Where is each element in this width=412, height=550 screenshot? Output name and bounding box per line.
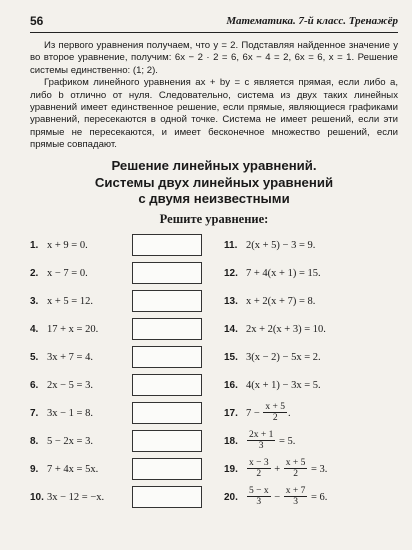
exercise-number: 6. bbox=[30, 380, 39, 391]
exercise-number: 16. bbox=[224, 380, 238, 391]
exercise-equation: 2(x + 5) − 3 = 9. bbox=[246, 240, 316, 251]
exercise-number: 17. bbox=[224, 408, 238, 419]
exercise-row bbox=[224, 290, 402, 312]
answer-box[interactable] bbox=[132, 458, 202, 480]
fraction-denominator: 2 bbox=[256, 469, 262, 479]
page-number: 56 bbox=[30, 14, 44, 28]
equation-operator: + bbox=[274, 463, 281, 475]
exercise-number: 5. bbox=[30, 352, 39, 363]
exercise-number: 8. bbox=[30, 436, 39, 447]
exercise-equation bbox=[246, 487, 327, 508]
exercise-number: 18. bbox=[224, 436, 238, 447]
exercise-row bbox=[30, 234, 202, 256]
exercise-row bbox=[30, 374, 202, 396]
exercise-row bbox=[30, 318, 202, 340]
answer-box[interactable] bbox=[132, 318, 202, 340]
exercise-equation: 7 + 4(x + 1) = 15. bbox=[246, 268, 321, 279]
exercise-number: 9. bbox=[30, 464, 39, 475]
answer-box[interactable] bbox=[132, 374, 202, 396]
exercise-equation: 2x − 5 = 3. bbox=[47, 380, 93, 391]
fraction bbox=[284, 486, 308, 507]
equation-suffix: = 3. bbox=[311, 463, 328, 475]
equation-suffix: = 6. bbox=[311, 491, 328, 503]
exercise-row bbox=[30, 430, 202, 452]
section-title bbox=[30, 158, 398, 208]
fraction bbox=[247, 486, 271, 507]
fraction-numerator: 2x + 1 bbox=[249, 430, 274, 440]
section-title-line-2: Системы двух линейных уравнений bbox=[94, 174, 334, 190]
exercise-number: 10. bbox=[30, 492, 44, 503]
section-title-line-1: Решение линейных уравнений. bbox=[111, 158, 317, 173]
fraction-numerator: x + 5 bbox=[265, 402, 286, 412]
running-head: Математика. 7-й класс. Тренажёр bbox=[226, 15, 398, 27]
exercise-number: 20. bbox=[224, 492, 238, 503]
exercise-row bbox=[30, 262, 202, 284]
exercise-number: 12. bbox=[224, 268, 238, 279]
equation-suffix: . bbox=[288, 407, 291, 419]
section-title-line-3: с двумя неизвестными bbox=[138, 191, 290, 206]
exercise-equation: x − 7 = 0. bbox=[47, 268, 88, 279]
equation-prefix: 7 − bbox=[246, 407, 260, 419]
exercise-row bbox=[30, 486, 202, 508]
answer-box[interactable] bbox=[132, 290, 202, 312]
fraction-denominator: 3 bbox=[258, 441, 264, 451]
exercise-number: 4. bbox=[30, 324, 39, 335]
exercise-equation: 4(x + 1) − 3x = 5. bbox=[246, 380, 321, 391]
fraction bbox=[263, 402, 287, 423]
equation-suffix: = 5. bbox=[278, 435, 296, 447]
fraction-numerator: 5 − x bbox=[249, 486, 269, 496]
exercise-row bbox=[224, 262, 402, 284]
exercise-equation: 2x + 2(x + 3) = 10. bbox=[246, 324, 326, 335]
exercise-equation bbox=[246, 403, 291, 424]
exercise-row bbox=[30, 402, 202, 424]
exercise-row bbox=[224, 458, 402, 480]
exercise-row bbox=[30, 290, 202, 312]
exercise-number: 13. bbox=[224, 296, 238, 307]
exercise-row bbox=[224, 486, 402, 508]
exercise-equation: 3x − 12 = −x. bbox=[47, 492, 105, 503]
exercise-equation: x + 9 = 0. bbox=[47, 240, 88, 251]
exercise-equation: x + 5 = 12. bbox=[47, 296, 93, 307]
exercise-row bbox=[30, 458, 202, 480]
answer-box[interactable] bbox=[132, 262, 202, 284]
fraction-denominator: 3 bbox=[256, 497, 262, 507]
fraction-numerator: x − 3 bbox=[249, 458, 269, 468]
exercise-row bbox=[224, 430, 402, 452]
fraction-numerator: x + 7 bbox=[285, 486, 306, 496]
fraction bbox=[247, 430, 275, 451]
exercise-equation: 3x − 1 = 8. bbox=[47, 408, 93, 419]
exercise-row bbox=[224, 346, 402, 368]
exercise-equation bbox=[246, 431, 295, 452]
answer-box[interactable] bbox=[132, 234, 202, 256]
answer-box[interactable] bbox=[132, 346, 202, 368]
exercise-row bbox=[224, 374, 402, 396]
exercise-equation: 7 + 4x = 5x. bbox=[47, 464, 99, 475]
intro-paragraph-1: Из первого уравнения получаем, что y = 2. Подставляя найденное значение y во второе уравнение, получим: 6x − 2 · 2 = 6, 6x − 4 = 2, 6x = 6, x = 1. Решение системы единственно: (1; 2). bbox=[30, 40, 398, 76]
exercise-equation: 3x + 7 = 4. bbox=[47, 352, 93, 363]
intro-paragraph-2: Графиком линейного уравнения ax + by = c является прямая, если либо a, либо b отлично от нуля. Следовательно, система из двух таких линейных уравнений имеет единственное решение, если прямые, являющиеся графиками уравнений, пересекаются в одной точке. Система не имеет решений, если эти прямые не пересекаются, и имеет бесконечное множество решений, если прямые совпадают. bbox=[30, 77, 398, 151]
intro-text bbox=[30, 40, 398, 152]
exercise-row bbox=[30, 346, 202, 368]
exercise-equation: 3(x − 2) − 5x = 2. bbox=[246, 352, 321, 363]
exercise-equation: 5 − 2x = 3. bbox=[47, 436, 93, 447]
fraction-denominator: 2 bbox=[272, 413, 278, 423]
exercise-row bbox=[224, 318, 402, 340]
exercise-number: 15. bbox=[224, 352, 238, 363]
exercise-equation: 17 + x = 20. bbox=[47, 324, 99, 335]
fraction bbox=[284, 458, 308, 479]
exercise-number: 19. bbox=[224, 464, 238, 475]
fraction-denominator: 3 bbox=[293, 497, 298, 507]
exercise-number: 2. bbox=[30, 268, 39, 279]
fraction-numerator: x + 5 bbox=[285, 458, 306, 468]
answer-box[interactable] bbox=[132, 486, 202, 508]
exercise-row bbox=[224, 234, 402, 256]
exercise-equation bbox=[246, 459, 327, 480]
exercise-instruction: Решите уравнение: bbox=[159, 212, 269, 226]
exercise-number: 7. bbox=[30, 408, 39, 419]
fraction bbox=[247, 458, 271, 479]
exercise-equation: x + 2(x + 7) = 8. bbox=[246, 296, 316, 307]
answer-box[interactable] bbox=[132, 430, 202, 452]
exercise-number: 3. bbox=[30, 296, 39, 307]
exercise-number: 11. bbox=[224, 240, 238, 251]
equation-operator: − bbox=[274, 491, 281, 503]
exercise-number: 14. bbox=[224, 324, 238, 335]
page-header bbox=[30, 14, 398, 33]
exercise-row bbox=[224, 402, 402, 424]
exercise-number: 1. bbox=[30, 240, 39, 251]
fraction-denominator: 2 bbox=[293, 469, 298, 479]
answer-box[interactable] bbox=[132, 402, 202, 424]
